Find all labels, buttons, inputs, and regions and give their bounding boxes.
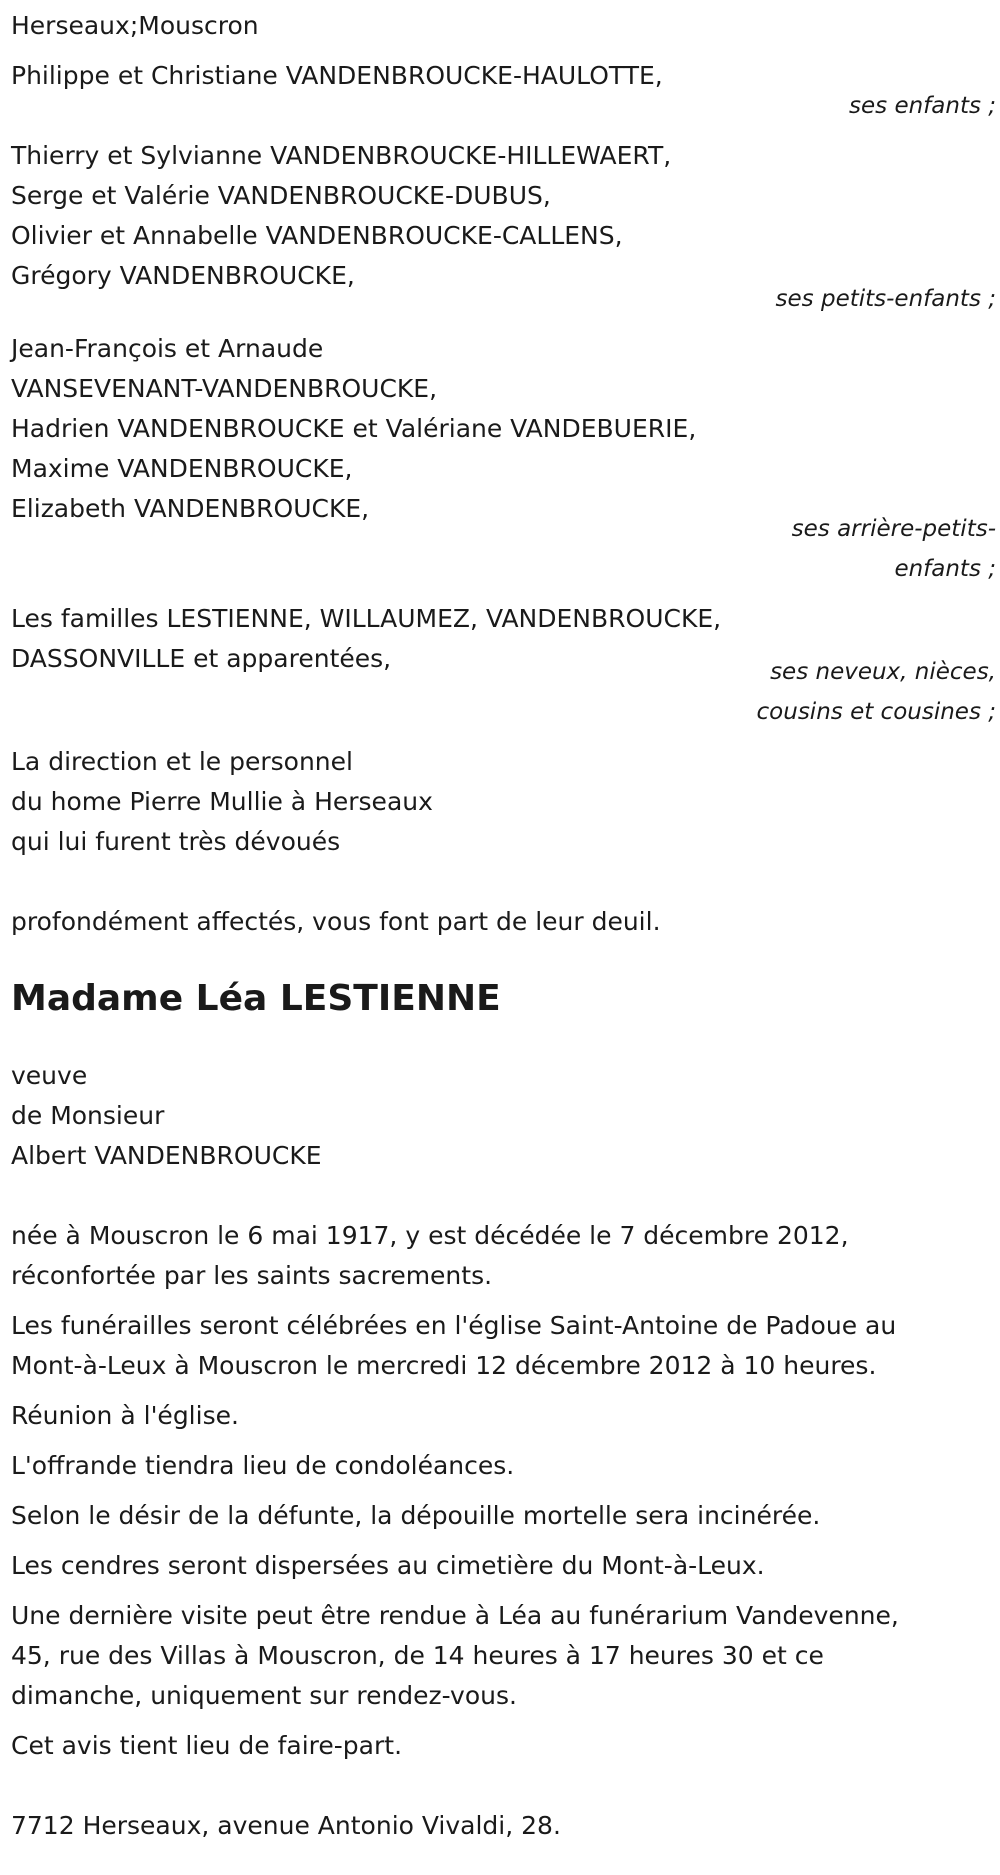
paragraph-line: Selon le désir de la défunte, la dépouille mortelle sera incinérée. (11, 1501, 821, 1530)
funeral-paragraph (11, 1306, 996, 1386)
deceased-name: Madame Léa LESTIENNE (11, 978, 501, 1019)
relation-children: ses enfants ; (849, 93, 996, 119)
family-group-relatives (11, 599, 996, 732)
paragraph-line: née à Mouscron le 6 mai 1917, y est décédée le 7 décembre 2012, (11, 1221, 849, 1250)
family-name-line: Thierry et Sylvianne VANDENBROUCKE-HILLEWAERT, (11, 141, 672, 170)
announcement-text: profondément affectés, vous font part de leur deuil. (11, 907, 661, 936)
cremation-paragraph (11, 1496, 996, 1536)
paragraph-line: Cet avis tient lieu de faire-part. (11, 1731, 403, 1760)
paragraph-line: Les funérailles seront célébrées en l'église Saint-Antoine de Padoue au (11, 1311, 897, 1340)
place-header: Herseaux;Mouscron (11, 11, 259, 40)
family-group-great-grandchildren (11, 329, 996, 589)
paragraph-line: Réunion à l'église. (11, 1401, 239, 1430)
family-name-line: VANSEVENANT-VANDENBROUCKE, (11, 374, 438, 403)
paragraph-line: réconfortée par les saints sacrements. (11, 1261, 493, 1290)
birth-death-paragraph (11, 1216, 996, 1296)
names-relatives (11, 599, 721, 679)
paragraph-line: Mont-à-Leux à Mouscron le mercredi 12 décembre 2012 à 10 heures. (11, 1351, 877, 1380)
paragraph-line: 45, rue des Villas à Mouscron, de 14 heures à 17 heures 30 et ce (11, 1641, 824, 1670)
family-name-line: Jean-François et Arnaude (11, 334, 324, 363)
relation-great-grandchildren: ses arrière-petits-enfants ; (791, 516, 996, 582)
address-line: 7712 Herseaux, avenue Antonio Vivaldi, 28. (11, 1811, 561, 1840)
family-name-line: Maxime VANDENBROUCKE, (11, 454, 353, 483)
family-name-line: Philippe et Christiane VANDENBROUCKE-HAULOTTE, (11, 61, 663, 90)
family-name-line: Grégory VANDENBROUCKE, (11, 261, 355, 290)
paragraph-line: Les cendres seront dispersées au cimetière du Mont-à-Leux. (11, 1551, 765, 1580)
paragraph-line: Une dernière visite peut être rendue à Léa au funérarium Vandevenne, (11, 1601, 899, 1630)
meeting-paragraph (11, 1396, 996, 1436)
status-line: Albert VANDENBROUCKE (11, 1141, 322, 1170)
paragraph-line: L'offrande tiendra lieu de condoléances. (11, 1451, 515, 1480)
family-name-line: Serge et Valérie VANDENBROUCKE-DUBUS, (11, 181, 551, 210)
family-name-line: DASSONVILLE et apparentées, (11, 644, 392, 673)
widow-status (11, 1056, 996, 1176)
staff-line: qui lui furent très dévoués (11, 827, 341, 856)
staff-line: La direction et le personnel (11, 747, 353, 776)
obituary-notice (11, 6, 996, 1846)
names-grandchildren (11, 136, 671, 296)
staff-line: du home Pierre Mullie à Herseaux (11, 787, 433, 816)
status-line: veuve (11, 1061, 88, 1090)
family-name-line: Olivier et Annabelle VANDENBROUCKE-CALLENS, (11, 221, 623, 250)
staff-block (11, 742, 996, 862)
paragraph-line: dimanche, uniquement sur rendez-vous. (11, 1681, 517, 1710)
status-line: de Monsieur (11, 1101, 165, 1130)
offering-paragraph (11, 1446, 996, 1486)
family-name-line: Les familles LESTIENNE, WILLAUMEZ, VANDENBROUCKE, (11, 604, 722, 633)
notice-paragraph (11, 1726, 996, 1766)
relation-relatives: ses neveux, nièces, cousins et cousines ; (756, 659, 996, 725)
family-group-children (11, 56, 996, 126)
visit-paragraph (11, 1596, 996, 1716)
names-children (11, 56, 663, 96)
family-group-grandchildren (11, 136, 996, 319)
names-great-grandchildren (11, 329, 696, 529)
family-name-line: Hadrien VANDENBROUCKE et Valériane VANDEBUERIE, (11, 414, 697, 443)
relation-grandchildren: ses petits-enfants ; (775, 286, 996, 312)
ashes-paragraph (11, 1546, 996, 1586)
family-name-line: Elizabeth VANDENBROUCKE, (11, 494, 370, 523)
